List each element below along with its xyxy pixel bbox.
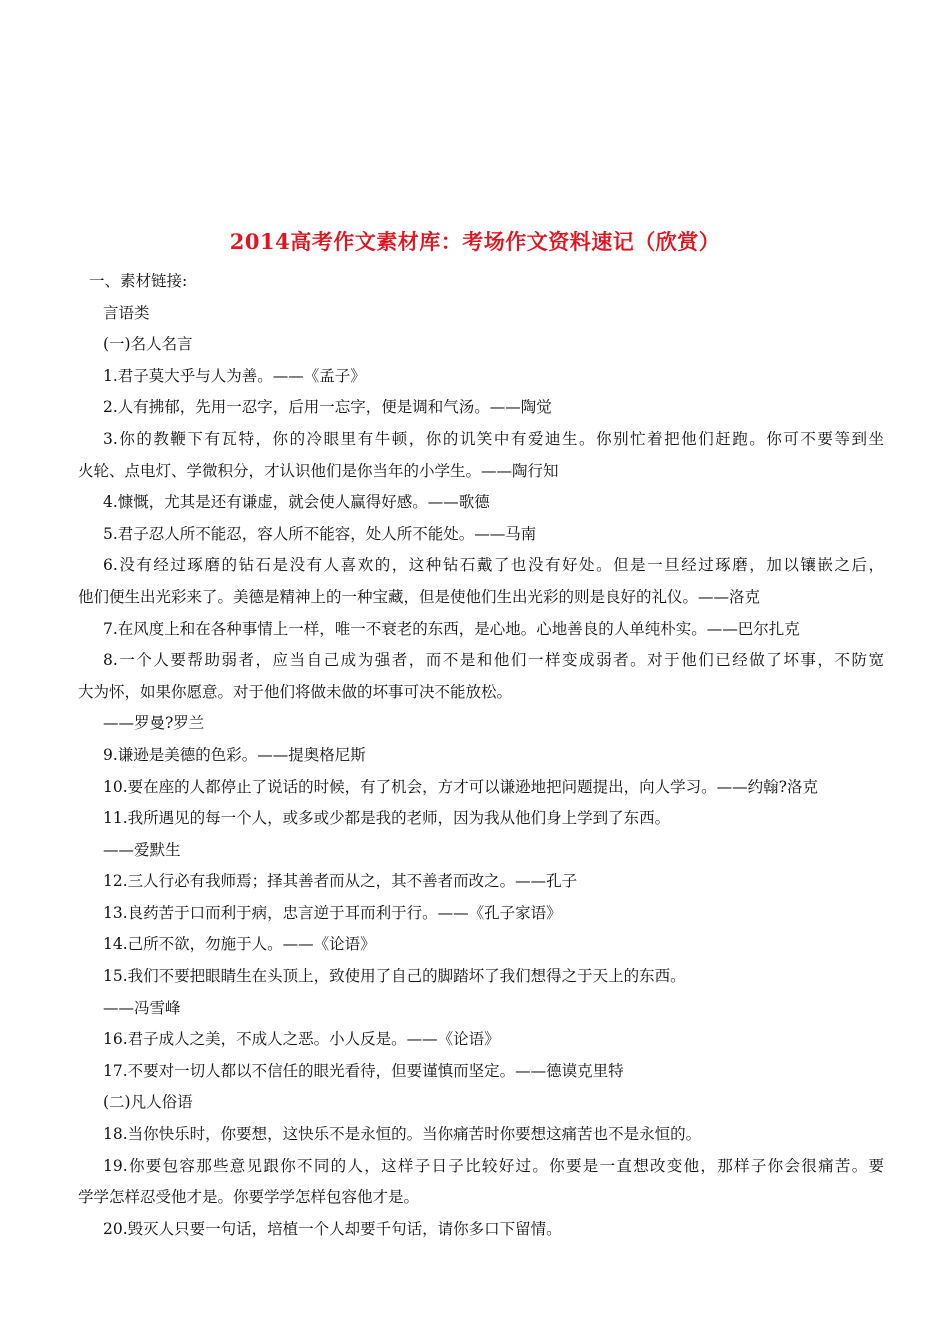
- quote-line: 11.我所遇见的每一个人，或多或少都是我的老师，因为我从他们身上学到了东西。: [103, 809, 671, 828]
- quote-line: 2.人有拂郁，先用一忍字，后用一忘字，便是调和气汤。——陶觉: [103, 398, 552, 417]
- quote-attribution: ——爱默生: [103, 840, 181, 859]
- category-heading: 言语类: [103, 303, 150, 322]
- quote-continuation: 学学怎样忍受他才是。你要学学怎样包容他才是。: [78, 1188, 420, 1207]
- quote-line: 8.一个人要帮助弱者，应当自己成为强者，而不是和他们一样变成弱者。对于他们已经做了坏事，不防宽: [103, 651, 884, 670]
- quote-continuation: 大为怀，如果你愿意。对于他们将做未做的坏事可决不能放松。: [78, 682, 513, 701]
- quote-line: 4.慷慨，尤其是还有谦虚，就会使人赢得好感。——歌德: [103, 493, 490, 512]
- quote-line: 6.没有经过琢磨的钻石是没有人喜欢的，这种钻石戴了也没有好处。但是一旦经过琢磨，加以镶嵌之后，: [103, 556, 884, 575]
- subsection-heading: (二)凡人俗语: [103, 1093, 193, 1112]
- quote-line: 16.君子成人之美，不成人之恶。小人反是。——《论语》: [103, 1030, 500, 1049]
- quote-line: 9.谦逊是美德的色彩。——提奥格尼斯: [103, 745, 366, 764]
- quote-continuation: 他们便生出光彩来了。美德是精神上的一种宝藏，但是使他们生出光彩的则是良好的礼仪。——洛克: [78, 587, 761, 606]
- quote-line: 3.你的教鞭下有瓦特，你的冷眼里有牛顿，你的讥笑中有爱迪生。你别忙着把他们赶跑。你可不要等到坐: [103, 429, 884, 448]
- quote-line: 13.良药苦于口而利于病，忠言逆于耳而利于行。——《孔子家语》: [103, 903, 562, 922]
- section-heading: 一、素材链接:: [89, 272, 188, 290]
- quote-line: 10.要在座的人都停止了说话的时候，有了机会，方才可以谦逊地把问题提出，向人学习。——约翰?洛克: [103, 777, 818, 796]
- quote-line: 15.我们不要把眼睛生在头顶上，致使用了自己的脚踏坏了我们想得之于天上的东西。: [103, 967, 686, 986]
- quote-attribution: ——冯雪峰: [103, 998, 181, 1017]
- quote-continuation: 火轮、点电灯、学微积分，才认识他们是你当年的小学生。——陶行知: [78, 461, 559, 480]
- document-body: [78, 266, 884, 1245]
- quote-line: 20.毁灭人只要一句话，培植一个人却要千句话，请你多口下留情。: [103, 1219, 562, 1238]
- quote-attribution: ——罗曼?罗兰: [103, 714, 205, 733]
- document-title: 2014高考作文素材库：考场作文资料速记（欣赏）: [229, 229, 721, 254]
- quote-line: 12.三人行必有我师焉；择其善者而从之，其不善者而改之。——孔子: [103, 872, 578, 891]
- quote-line: 5.君子忍人所不能忍，容人所不能容，处人所不能处。——马南: [103, 524, 537, 543]
- subsection-heading: (一)名人名言: [103, 335, 193, 354]
- quote-line: 7.在风度上和在各种事情上一样，唯一不衰老的东西，是心地。心地善良的人单纯朴实。——巴尔扎克: [103, 619, 800, 638]
- quote-line: 19.你要包容那些意见跟你不同的人，这样子日子比较好过。你要是一直想改变他，那样子你会很痛苦。要: [103, 1156, 884, 1175]
- quote-line: 1.君子莫大乎与人为善。——《孟子》: [103, 366, 366, 385]
- quote-line: 17.不要对一切人都以不信任的眼光看待，但要谨慎而坚定。——德谟克里特: [103, 1061, 624, 1080]
- quote-line: 18.当你快乐时，你要想，这快乐不是永恒的。当你痛苦时你要想这痛苦也不是永恒的。: [103, 1125, 702, 1144]
- quote-line: 14.己所不欲，勿施于人。——《论语》: [103, 935, 376, 954]
